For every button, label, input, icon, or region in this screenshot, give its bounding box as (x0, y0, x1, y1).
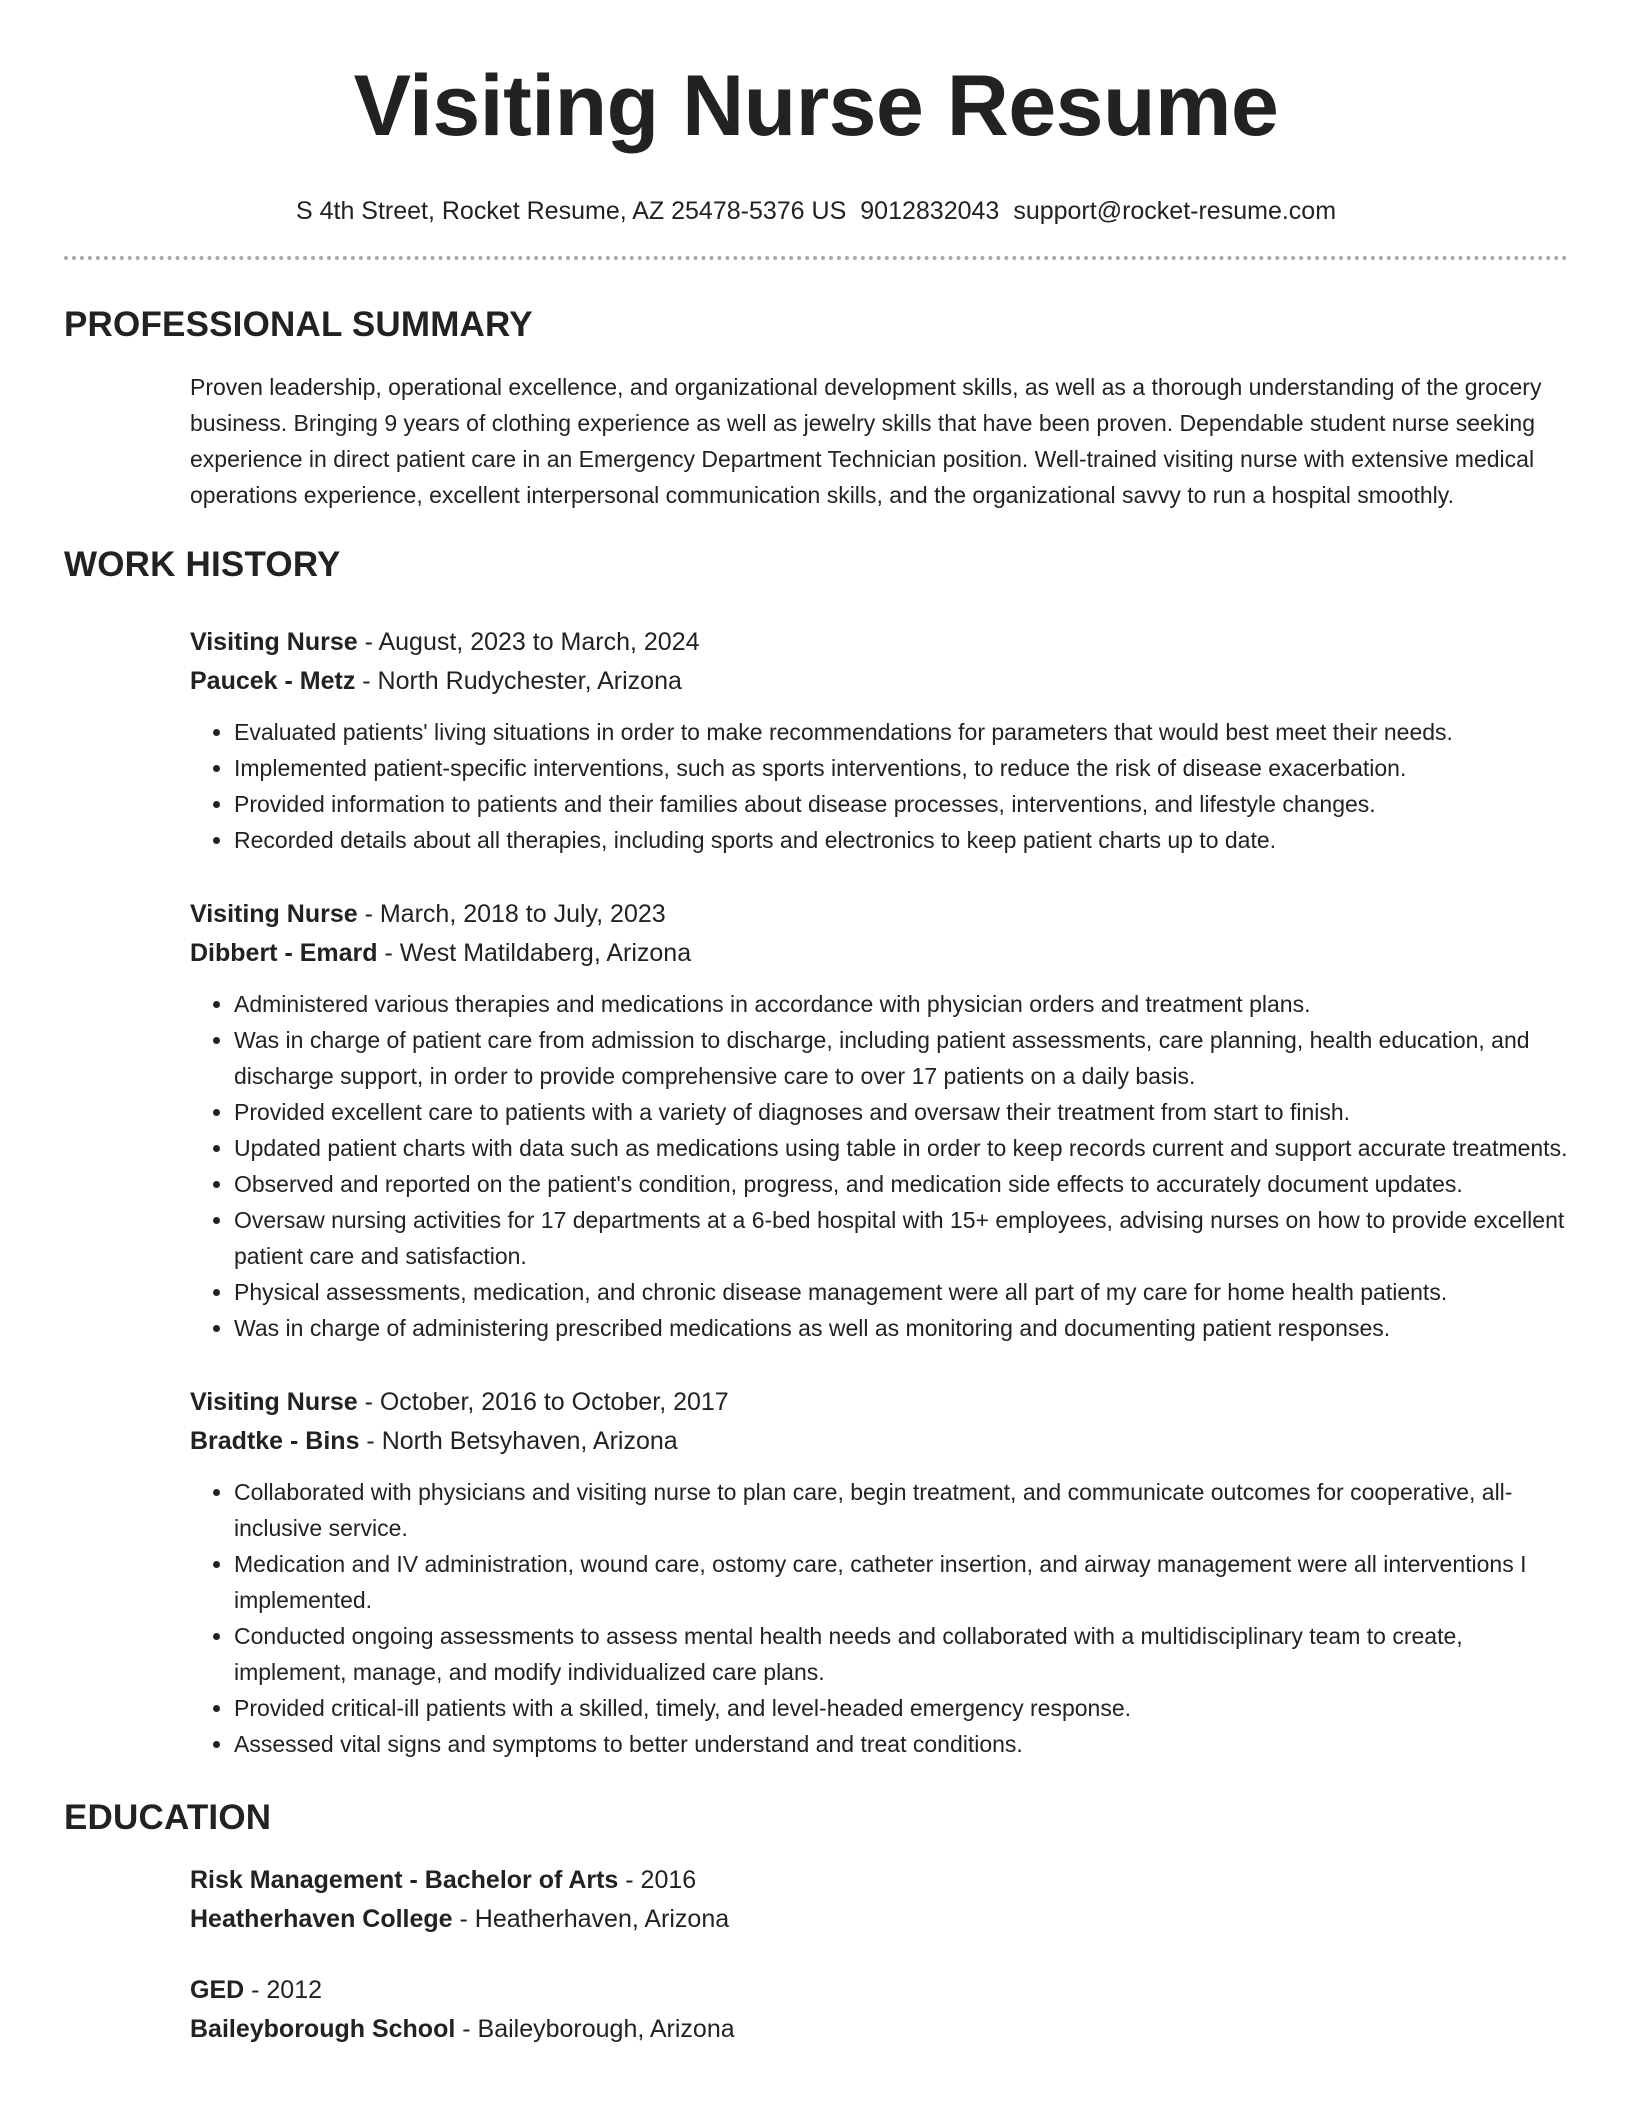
job-location: - North Rudychester, Arizona (355, 667, 682, 695)
job-entry (190, 623, 1568, 858)
job-title-line (190, 895, 1568, 934)
job-entry (190, 1383, 1568, 1762)
job-bullet: • Provided information to patients and their families about disease processes, interventions, and lifestyle changes. (234, 786, 1568, 822)
degree: Risk Management - Bachelor of Arts (190, 1866, 619, 1894)
contact-phone: 9012832043 (860, 197, 1000, 225)
job-bullet: • Evaluated patients' living situations in order to make recommendations for parameters that would best meet their needs. (234, 714, 1568, 750)
school-location: - Heatherhaven, Arizona (452, 1905, 730, 1933)
degree-line (190, 1971, 1568, 2010)
job-bullet: • Implemented patient-specific interventions, such as sports interventions, to reduce the risk of disease exacerbation. (234, 750, 1568, 786)
degree-year: - 2012 (244, 1976, 323, 2004)
job-bullet: • Assessed vital signs and symptoms to better understand and treat conditions. (234, 1726, 1568, 1762)
school: Heatherhaven College (190, 1905, 453, 1933)
education-section (64, 1796, 1568, 2049)
school: Baileyborough School (190, 2015, 456, 2043)
job-dates: - August, 2023 to March, 2024 (357, 628, 700, 656)
summary-heading: PROFESSIONAL SUMMARY (64, 305, 533, 344)
contact-email: support@rocket-resume.com (1013, 197, 1337, 225)
job-dates: - October, 2016 to October, 2017 (357, 1388, 729, 1416)
degree-year: - 2016 (618, 1866, 697, 1894)
job-company-line (190, 1422, 1568, 1461)
job-title-line (190, 623, 1568, 662)
job-bullet: • Was in charge of patient care from admission to discharge, including patient assessments, care planning, health education, and discharge support, in order to provide comprehensive care to over 17 patients on a daily basis. (234, 1022, 1568, 1094)
job-bullet: • Provided excellent care to patients with a variety of diagnoses and oversaw their treatment from start to finish. (234, 1094, 1568, 1130)
job-bullet: • Physical assessments, medication, and chronic disease management were all part of my care for home health patients. (234, 1274, 1568, 1310)
job-company: Paucek - Metz (190, 667, 356, 695)
summary-text: Proven leadership, operational excellence, and organizational development skills, as well as a thorough understanding of the grocery business. Bringing 9 years of clothing experience as well as jewelry skills that have been proven. Dependable student nurse seeking experience in direct patient care in an Emergency Department Technician position. Well-trained visiting nurse with extensive medical operations experience, excellent interpersonal communication skills, and the organizational savvy to run a hospital smoothly. (190, 374, 1542, 508)
school-location: - Baileyborough, Arizona (455, 2015, 735, 2043)
job-title: Visiting Nurse (190, 1388, 358, 1416)
job-location: - North Betsyhaven, Arizona (359, 1427, 678, 1455)
contact-line (64, 196, 1568, 226)
job-bullet: • Collaborated with physicians and visiting nurse to plan care, begin treatment, and communicate outcomes for cooperative, all-inclusive service. (234, 1474, 1568, 1546)
job-title: Visiting Nurse (190, 900, 358, 928)
job-company: Dibbert - Emard (190, 939, 378, 967)
header-divider (64, 256, 1568, 260)
school-line (190, 1900, 1568, 1939)
job-bullets (234, 1474, 1568, 1762)
school-line (190, 2010, 1568, 2049)
job-company: Bradtke - Bins (190, 1427, 360, 1455)
job-title: Visiting Nurse (190, 628, 358, 656)
job-bullets (234, 714, 1568, 858)
contact-address: S 4th Street, Rocket Resume, AZ 25478-5376 US (295, 197, 847, 225)
job-title-line (190, 1383, 1568, 1422)
job-bullet: • Updated patient charts with data such as medications using table in order to keep records current and support accurate treatments. (234, 1130, 1568, 1166)
job-company-line (190, 934, 1568, 973)
job-bullet: • Recorded details about all therapies, including sports and electronics to keep patient charts up to date. (234, 822, 1568, 858)
job-bullet: • Medication and IV administration, wound care, ostomy care, catheter insertion, and airway management were all interventions I implemented. (234, 1546, 1568, 1618)
job-bullet: • Observed and reported on the patient's condition, progress, and medication side effects to accurately document updates. (234, 1166, 1568, 1202)
job-entry (190, 895, 1568, 1346)
education-entry (190, 1971, 1568, 2049)
job-bullet: • Oversaw nursing activities for 17 departments at a 6-bed hospital with 15+ employees, advising nurses on how to provide excellent patient care and satisfaction. (234, 1202, 1568, 1274)
job-bullet: • Administered various therapies and medications in accordance with physician orders and treatment plans. (234, 986, 1568, 1022)
education-entry (190, 1861, 1568, 1939)
summary-section (64, 303, 1568, 513)
degree-line (190, 1861, 1568, 1900)
job-bullet: • Provided critical-ill patients with a skilled, timely, and level-headed emergency response. (234, 1690, 1568, 1726)
work-history-section (64, 543, 1568, 1762)
job-bullet: • Was in charge of administering prescribed medications as well as monitoring and documenting patient responses. (234, 1310, 1568, 1346)
work-history-heading: WORK HISTORY (64, 545, 341, 584)
job-location: - West Matildaberg, Arizona (377, 939, 692, 967)
job-bullet: • Conducted ongoing assessments to assess mental health needs and collaborated with a multidisciplinary team to create, implement, manage, and modify individualized care plans. (234, 1618, 1568, 1690)
degree: GED (190, 1976, 245, 2004)
job-company-line (190, 662, 1568, 701)
job-bullets (234, 986, 1568, 1346)
job-dates: - March, 2018 to July, 2023 (357, 900, 666, 928)
education-heading: EDUCATION (64, 1798, 272, 1837)
resume-title: Visiting Nurse Resume (353, 58, 1279, 154)
